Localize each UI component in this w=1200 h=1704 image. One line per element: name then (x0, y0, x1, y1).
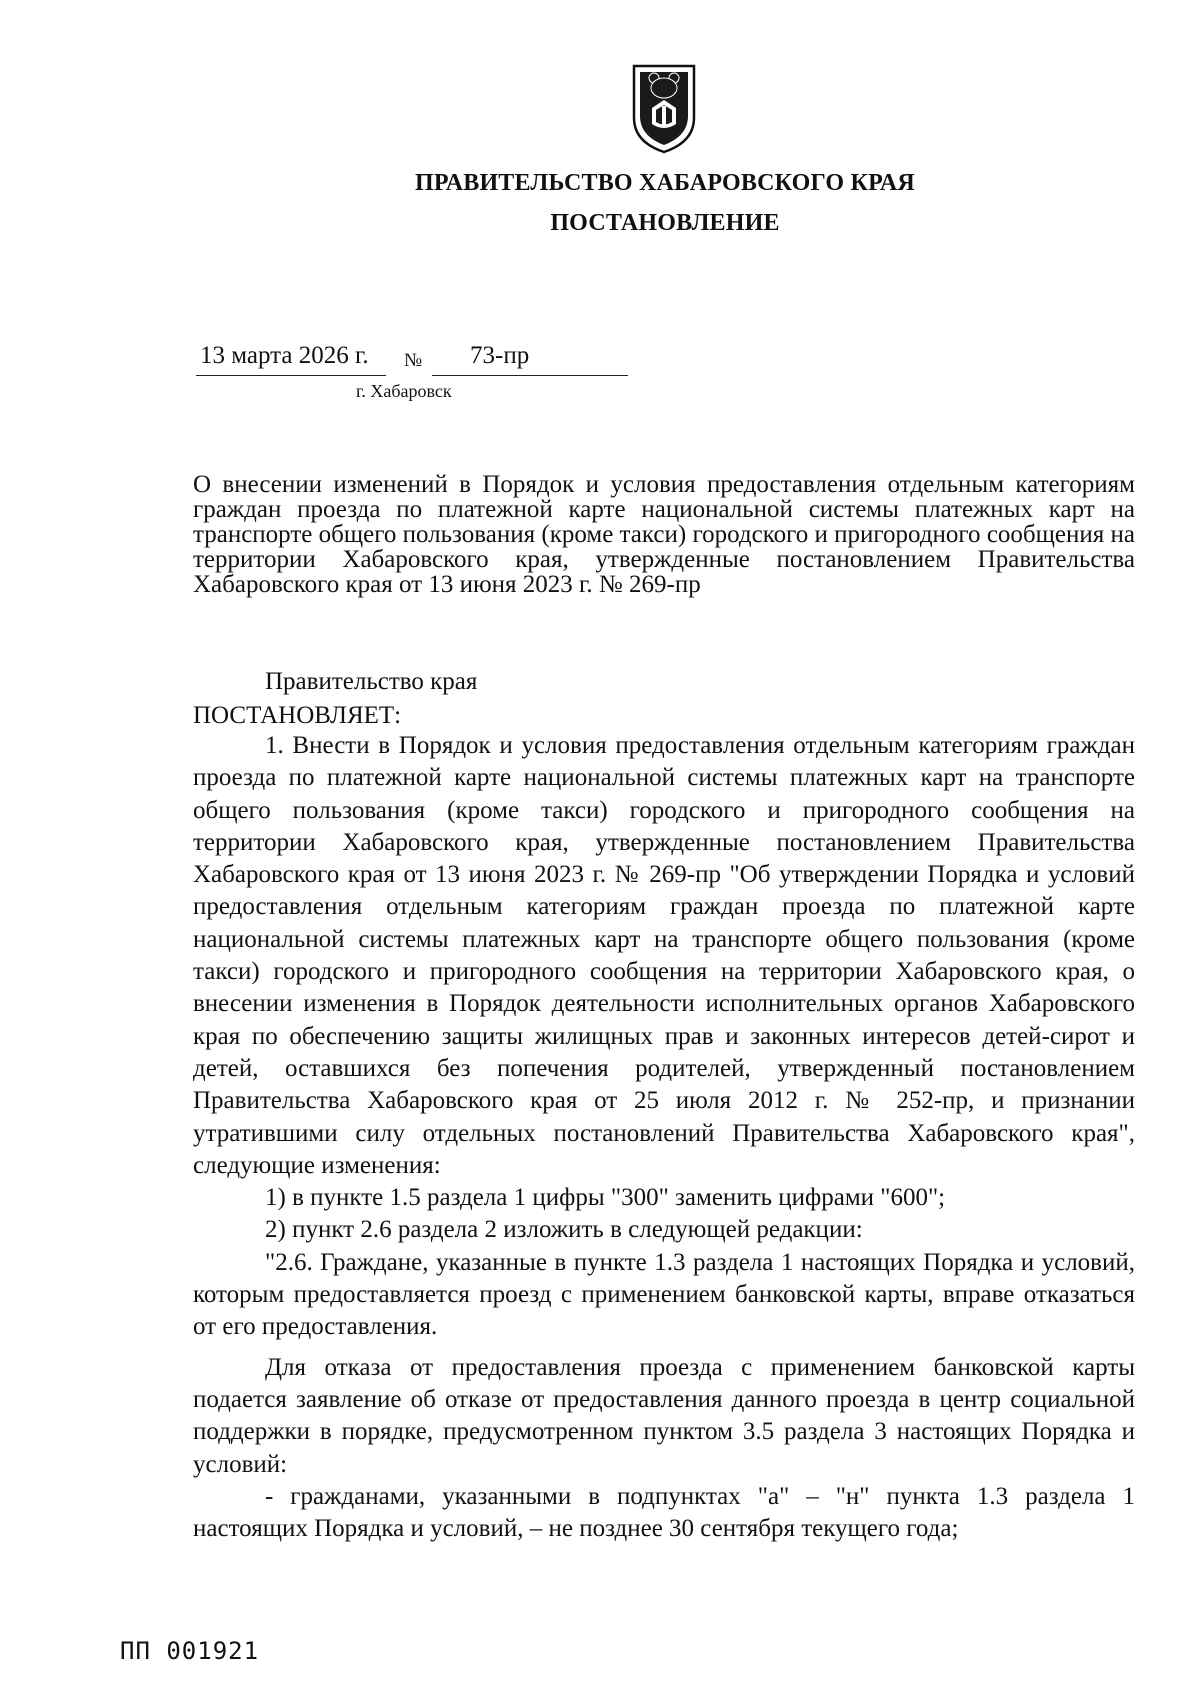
document-date: 13 марта 2026 г. (200, 342, 369, 369)
number-sign: № (404, 350, 423, 371)
date-underline (196, 375, 386, 376)
document-number: 73-пр (470, 342, 530, 369)
organization-title: ПРАВИТЕЛЬСТВО ХАБАРОВСКОГО КРАЯ (415, 170, 915, 196)
document-city: г. Хабаровск (356, 381, 452, 401)
paragraph-6: - гражданами, указанными в подпунктах "а" – "н" пункта 1.3 раздела 1 настоящих Порядка и условий, – не позднее 30 сентября текущего года; (193, 1482, 1135, 1543)
paragraph-5: Для отказа от предоставления проезда с применением банковской карты подается заявление об отказе от предоставления данного проезда в центр социальной поддержки в порядке, предусмотренном пунктом 3.5 раздела 3 настоящих Порядка и условий: (193, 1353, 1135, 1478)
preamble-verb: ПОСТАНОВЛЯЕТ: (193, 702, 402, 729)
document-type-title: ПОСТАНОВЛЕНИЕ (550, 210, 780, 236)
preamble-subject: Правительство края (265, 668, 478, 695)
document-serial: ПП 001921 (120, 1637, 260, 1665)
paragraph-1: 1. Внести в Порядок и условия предоставления отдельным категориям граждан проезда по платежной карте национальной системы платежных карт на транспорте общего пользования (кроме такси) городского и пригородного сообщения на территории Хабаровского края, утвержденные постановлением Правительства Хабаровского края от 13 июня 2023 г. № 269-пр "Об утверждении Порядка и условий предоставления отдельным категориям граждан проезда по платежной карте национальной системы платежных карт на транспорте общего пользования (кроме такси) городского и пригородного сообщения на территории Хабаровского края, о внесении изменения в Порядок деятельности исполнительных органов Хабаровского края по обеспечению защиты жилищных прав и законных интересов детей-сирот и детей, оставшихся без попечения родителей, утвержденный постановлением Правительства Хабаровского края от 25 июля 2012 г. № 252-пр, и признании утратившими силу отдельных постановлений Правительства Хабаровского края", следующие изменения: (193, 732, 1135, 1179)
paragraph-3: 2) пункт 2.6 раздела 2 изложить в следующей редакции: (265, 1216, 863, 1244)
document-subject: О внесении изменений в Порядок и условия предоставления отдельным категориям граждан проезда по платежной карте национальной системы платежных карт на транспорте общего пользования (кроме такси) городского и пригородного сообщения на территории Хабаровского края, утвержденные постановлением Правительства Хабаровского края от 13 июня 2023 г. № 269-пр (193, 471, 1135, 598)
paragraph-4: "2.6. Граждане, указанные в пункте 1.3 раздела 1 настоящих Порядка и условий, которым предоставляется проезд с применением банковской карты, вправе отказаться от его предоставления. (193, 1248, 1135, 1341)
paragraph-2: 1) в пункте 1.5 раздела 1 цифры "300" заменить цифрами "600"; (265, 1184, 946, 1212)
number-underline (432, 375, 628, 376)
document-body (193, 730, 1135, 1545)
coat-of-arms-icon (628, 62, 700, 154)
